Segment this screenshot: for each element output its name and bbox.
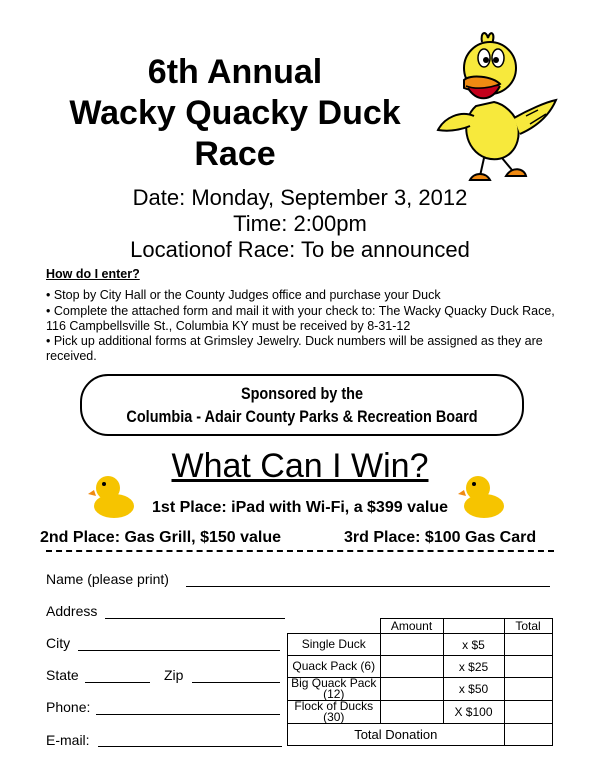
price-flock-of-ducks: X $100 [443, 701, 504, 724]
name-label: Name (please print) [46, 571, 169, 587]
third-place-prize: 3rd Place: $100 Gas Card [344, 529, 537, 546]
race-date: Date: Monday, September 3, 2012 [132, 185, 468, 210]
table-row [288, 678, 553, 701]
total-cell[interactable] [504, 656, 552, 678]
table-row [288, 656, 553, 678]
state-field[interactable] [85, 682, 150, 683]
item-single-duck: Single Duck [288, 634, 381, 656]
address-label: Address [46, 603, 98, 619]
price-quack-pack: x $25 [443, 656, 504, 678]
item-big-quack-pack: Big Quack Pack (12) [288, 678, 381, 701]
email-field[interactable] [98, 746, 282, 747]
amount-cell[interactable] [380, 634, 443, 656]
city-label: City [46, 635, 71, 651]
total-cell[interactable] [504, 634, 552, 656]
state-label: State [46, 667, 79, 683]
price-single-duck: x $5 [443, 634, 504, 656]
zip-label: Zip [164, 667, 184, 683]
second-place-prize: 2nd Place: Gas Grill, $150 value [40, 529, 282, 546]
price-big-quack-pack: x $50 [443, 678, 504, 701]
first-place-prize: 1st Place: iPad with Wi-Fi, a $399 value [152, 499, 448, 516]
item-flock-of-ducks: Flock of Ducks (30) [288, 701, 381, 724]
total-cell[interactable] [504, 678, 552, 701]
city-field[interactable] [78, 650, 280, 651]
sponsor-line-1: Sponsored by the [240, 384, 364, 403]
race-location: Locationof Race: To be announced [130, 237, 470, 262]
amount-cell[interactable] [380, 656, 443, 678]
name-field[interactable] [186, 586, 550, 587]
email-label: E-mail: [46, 732, 90, 748]
how-to-enter-heading: How do I enter? [46, 267, 140, 281]
cartoon-duck-illustration [430, 30, 560, 190]
zip-field[interactable] [192, 682, 280, 683]
prizes-heading: What Can I Win? [171, 447, 429, 485]
price-header [443, 619, 504, 634]
enter-bullet-2: • Complete the attached form and mail it with your check to: The Wacky Quacky Duck Race, 116 Campbellsville St., Columbia KY must be received by 8-31-12 [46, 304, 555, 333]
title-line-3: Race [194, 135, 276, 173]
title-line-1: 6th Annual [147, 53, 323, 91]
amount-cell[interactable] [380, 678, 443, 701]
total-cell[interactable] [504, 701, 552, 724]
phone-field[interactable] [96, 714, 280, 715]
sponsor-line-2: Columbia - Adair County Parks & Recreation Board [126, 407, 478, 426]
phone-label: Phone: [46, 699, 91, 715]
sponsor-box [80, 374, 524, 436]
total-header: Total [504, 619, 552, 634]
cut-line-divider [46, 550, 554, 552]
table-row [288, 701, 553, 724]
total-donation-cell[interactable] [504, 724, 552, 746]
total-donation-label: Total Donation [288, 724, 505, 746]
enter-bullet-3: • Pick up additional forms at Grimsley Jewelry. Duck numbers will be assigned as they are received. [46, 334, 543, 363]
amount-cell[interactable] [380, 701, 443, 724]
enter-bullet-1: • Stop by City Hall or the County Judges office and purchase your Duck [46, 288, 441, 302]
item-quack-pack: Quack Pack (6) [288, 656, 381, 678]
race-time: Time: 2:00pm [233, 211, 367, 236]
order-table [287, 618, 553, 746]
table-row [288, 634, 553, 656]
title-line-2: Wacky Quacky Duck [69, 94, 401, 132]
order-table-corner [288, 619, 381, 634]
address-field[interactable] [105, 618, 285, 619]
amount-header: Amount [380, 619, 443, 634]
